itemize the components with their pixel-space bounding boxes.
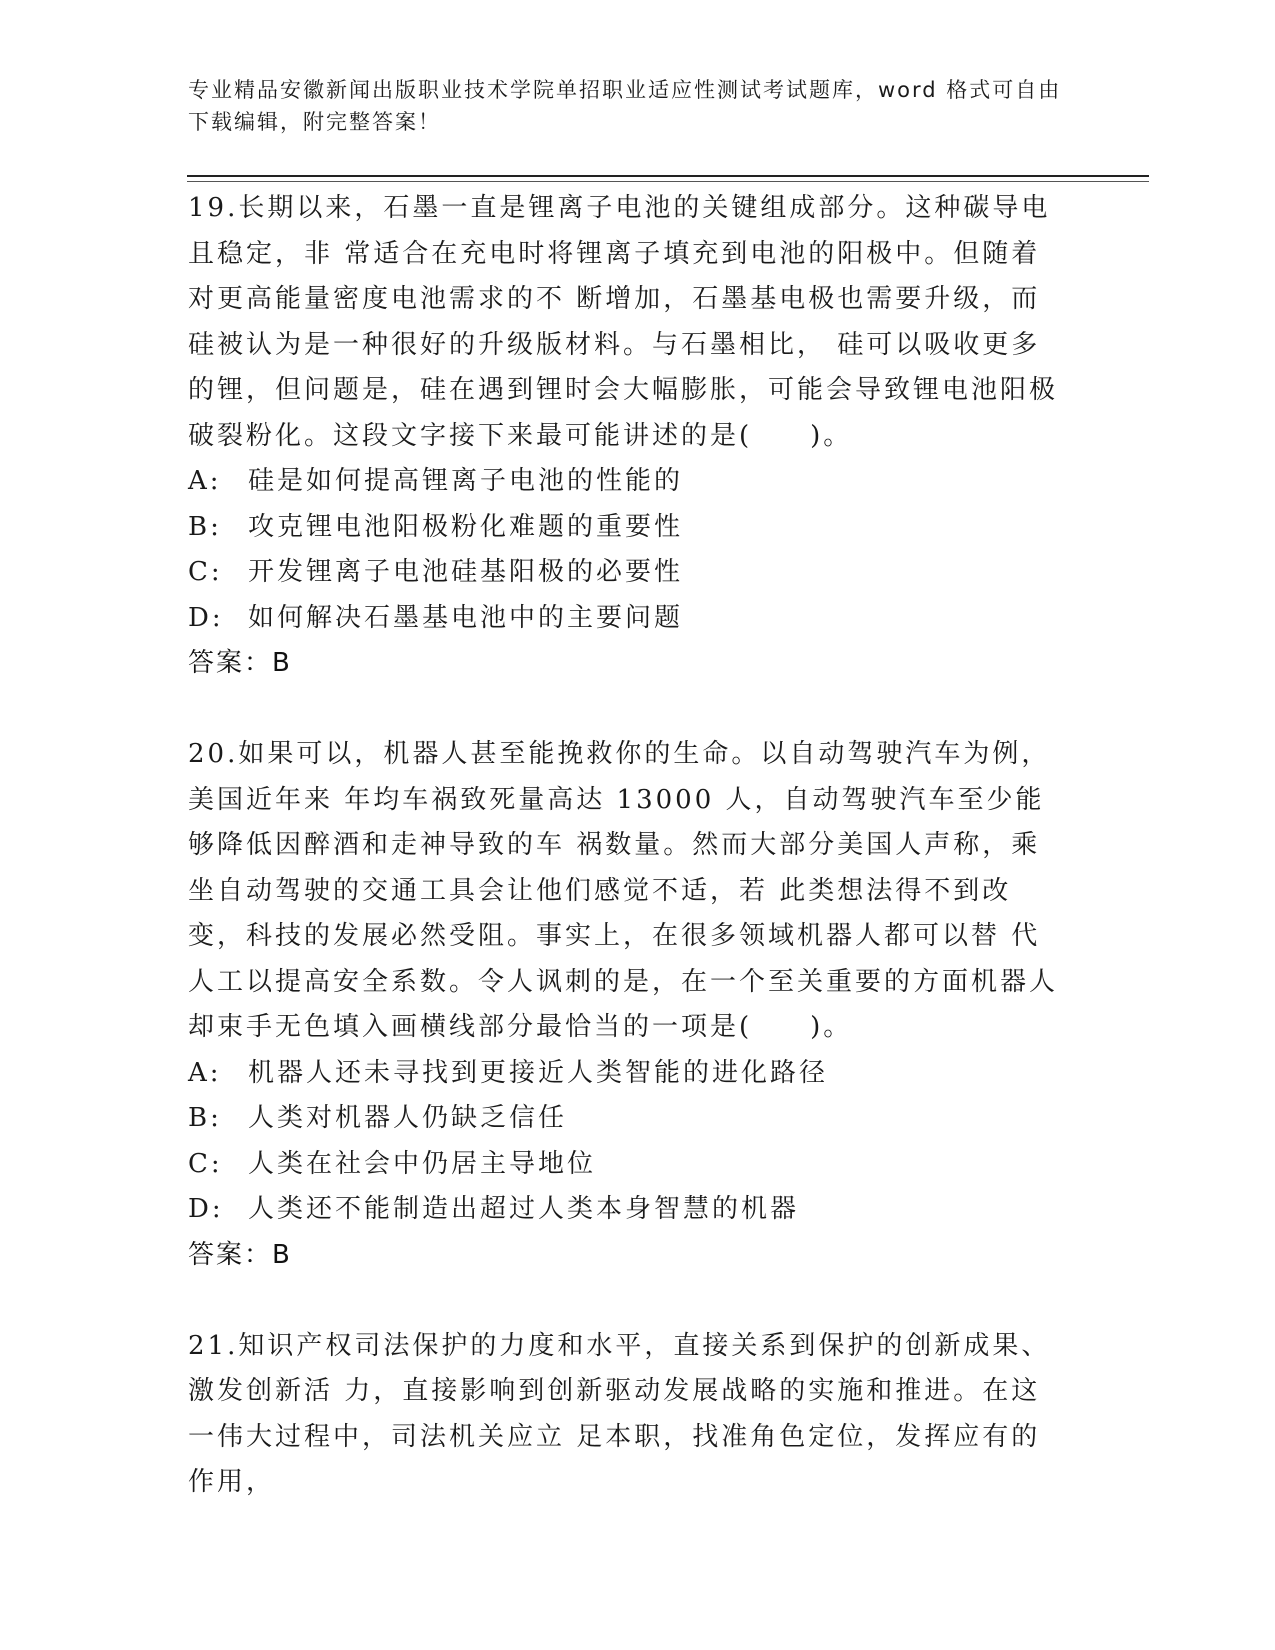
option-letter: A: [188, 466, 222, 496]
option-letter: C: [188, 1148, 223, 1179]
question-list [188, 186, 1068, 1506]
option-text: 硅是如何提高锂离子电池的性能的 [248, 466, 684, 496]
question-body: 知识产权司法保护的力度和水平，直接关系到保护的创新成果、激发创新活 力，直接影响到创新驱动发展战略的实施和推进。在这一伟大过程中，司法机关应立 足本职，找准角色定位，发挥应有的作用， [188, 1330, 1051, 1497]
option-letter: B: [188, 1103, 222, 1133]
option-text: 机器人还未寻找到更接近人类智能的进化路径 [248, 1057, 829, 1088]
page-header: 专业精品安徽新闻出版职业技术学院单招职业适应性测试考试题库，word 格式可自由下载编辑，附完整答案！ [188, 78, 1062, 134]
option-d [188, 1187, 1068, 1233]
question-number: 19. [188, 193, 239, 223]
question-body: 如果可以，机器人甚至能挽救你的生命。以自动驾驶汽车为例，美国近年来 年均车祸致死量高达 13000 人，自动驾驶汽车至少能够降低因醉酒和走神导致的车 祸数量。然而大部分美国人声称，乘坐自动驾驶的交通工具会让他们感觉不适，若 此类想法得不到改变，科技的发展必然受阻。事实上，在很多领域机器人都可以替 代人工以提高安全系数。令人讽刺的是，在一个至关重要的方面机器人却束手无色填入画横线部分最恰当的一项是( )。 [188, 739, 1059, 1042]
option-c [188, 550, 1068, 596]
answer-line: 答案：B [188, 1239, 292, 1270]
option-letter: C: [188, 557, 223, 587]
answer-line: 答案：B [188, 648, 292, 678]
header-divider [187, 175, 1149, 177]
option-letter: D: [188, 602, 224, 633]
question-spacer [188, 687, 1068, 733]
option-text: 开发锂离子电池硅基阳极的必要性 [248, 557, 684, 587]
option-b [188, 505, 1068, 551]
question-spacer [188, 1278, 1068, 1324]
option-c [188, 1142, 1068, 1188]
option-text: 攻克锂电池阳极粉化难题的重要性 [248, 511, 684, 542]
question-20 [188, 732, 1068, 1278]
option-text: 人类还不能制造出超过人类本身智慧的机器 [248, 1194, 800, 1224]
option-a [188, 1051, 1068, 1097]
option-b [188, 1096, 1068, 1142]
option-text: 人类对机器人仍缺乏信任 [248, 1103, 568, 1133]
question-text [188, 186, 1068, 459]
option-letter: D: [188, 1194, 224, 1224]
option-text: 如何解决石墨基电池中的主要问题 [248, 602, 684, 633]
option-letter: A: [188, 1057, 222, 1088]
header-divider-thin [187, 181, 1149, 182]
option-d [188, 596, 1068, 642]
option-a [188, 459, 1068, 505]
question-text [188, 732, 1068, 1051]
question-text [188, 1324, 1068, 1506]
question-21 [188, 1324, 1068, 1506]
option-letter: B: [188, 511, 222, 542]
question-body: 长期以来，石墨一直是锂离子电池的关键组成部分。这种碳导电且稳定，非 常适合在充电时将锂离子填充到电池的阳极中。但随着对更高能量密度电池需求的不 断增加，石墨基电极也需要升级，而硅被认为是一种很好的升级版材料。与石墨相比， 硅可以吸收更多的锂，但问题是，硅在遇到锂时会大幅膨胀，可能会导致锂电池阳极破裂粉化。这段文字接下来最可能讲述的是( )。 [188, 193, 1059, 451]
option-text: 人类在社会中仍居主导地位 [248, 1148, 597, 1179]
question-number: 20. [188, 739, 239, 769]
question-number: 21. [188, 1330, 239, 1361]
question-19 [188, 186, 1068, 687]
